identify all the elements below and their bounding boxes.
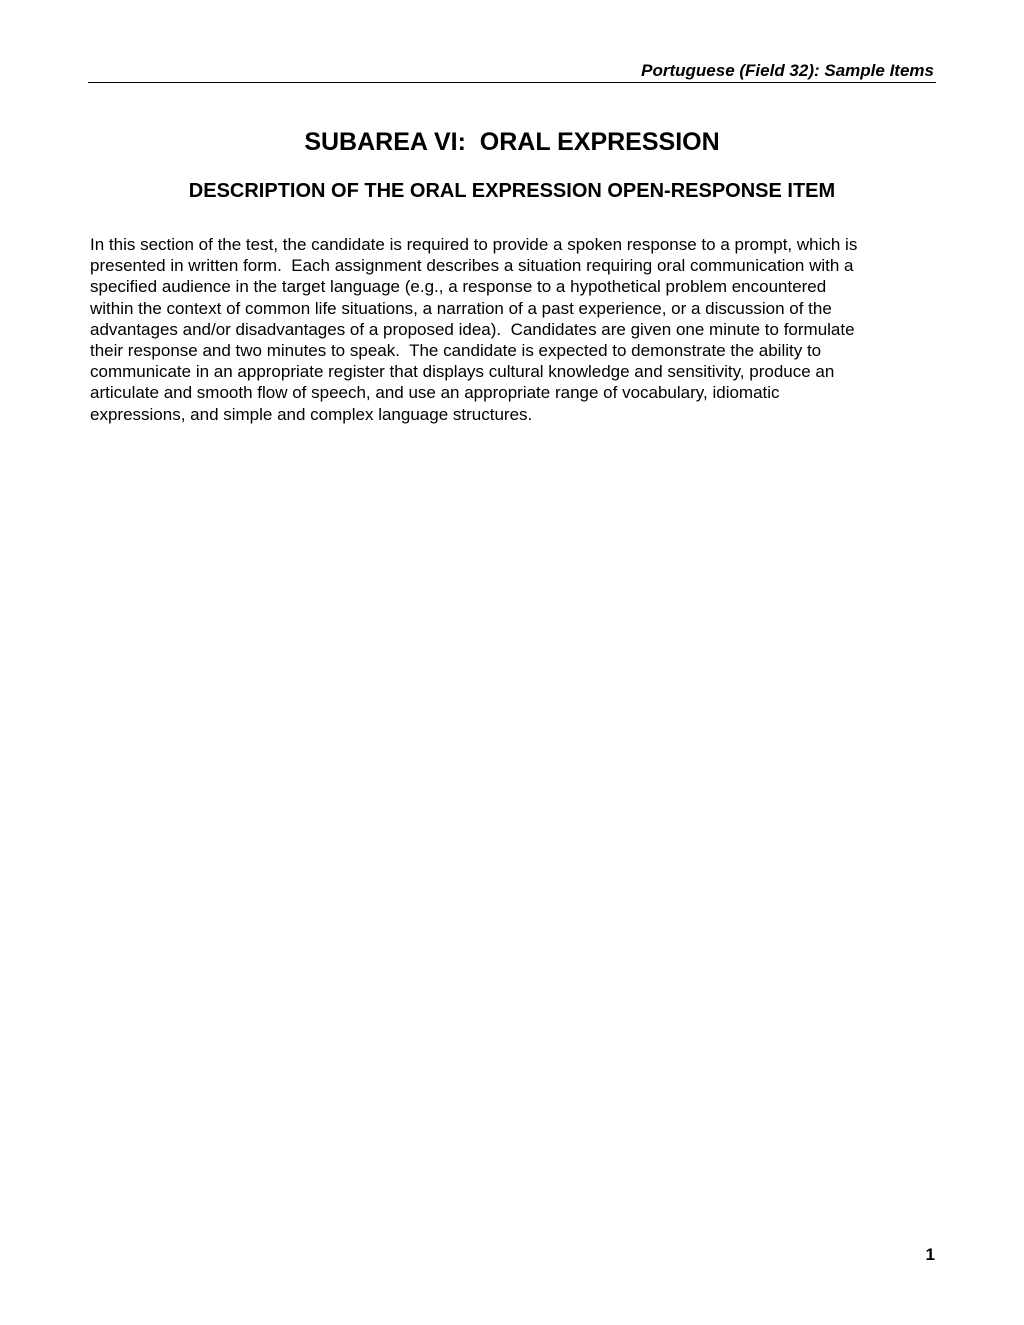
- paragraph-line: presented in written form. Each assignment describes a situation requiring oral communication with a: [90, 256, 854, 276]
- paragraph-line: specified audience in the target language (e.g., a response to a hypothetical problem encountered: [90, 277, 827, 297]
- subarea-title: SUBAREA VI: ORAL EXPRESSION: [304, 128, 720, 156]
- section-title: DESCRIPTION OF THE ORAL EXPRESSION OPEN-RESPONSE ITEM: [188, 180, 836, 202]
- running-title: Portuguese (Field 32): Sample Items: [641, 61, 934, 80]
- paragraph-line: In this section of the test, the candidate is required to provide a spoken response to a prompt, which is: [90, 235, 858, 254]
- paragraph-line: their response and two minutes to speak. The candidate is expected to demonstrate the ability to: [90, 341, 822, 361]
- paragraph-line: within the context of common life situations, a narration of a past experience, or a discussion of the: [90, 298, 832, 318]
- paragraph-line: articulate and smooth flow of speech, and use an appropriate range of vocabulary, idiomatic: [90, 383, 780, 403]
- paragraph-line: communicate in an appropriate register that displays cultural knowledge and sensitivity, produce an: [90, 362, 835, 382]
- page-header: [88, 58, 936, 83]
- paragraph-line: expressions, and simple and complex language structures.: [90, 404, 533, 424]
- page-number: 1: [925, 1245, 935, 1264]
- paragraph-line: advantages and/or disadvantages of a proposed idea). Candidates are given one minute to formulate: [90, 319, 855, 339]
- description-paragraph: [90, 234, 940, 425]
